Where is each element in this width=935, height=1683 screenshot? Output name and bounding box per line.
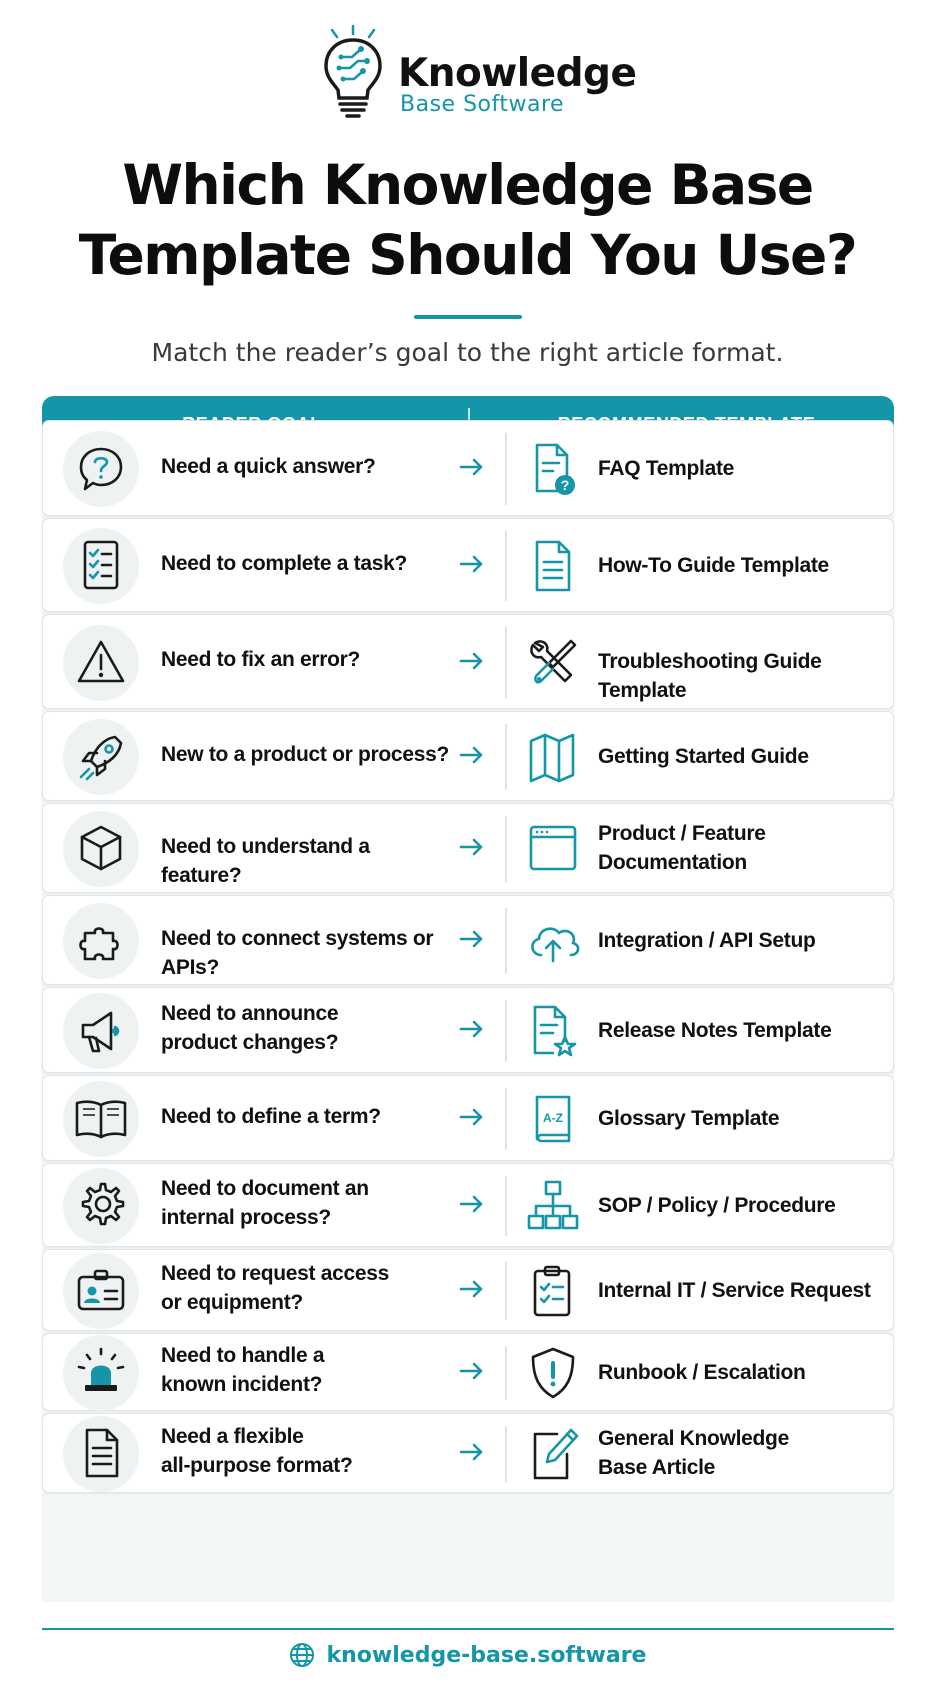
reader-goal-text: Need a flexible all-purpose format? [161, 1425, 353, 1477]
goal-icon-badge [63, 1253, 139, 1329]
map-icon [523, 727, 583, 787]
siren-icon [63, 1335, 139, 1411]
browser-window-icon [523, 819, 583, 879]
svg-text:A-Z: A-Z [543, 1111, 563, 1125]
checklist-icon [63, 528, 139, 604]
column-divider [505, 433, 507, 505]
goal-icon-badge [63, 1168, 139, 1244]
svg-text:?: ? [560, 477, 570, 493]
arrow-right-icon [455, 1361, 489, 1381]
arrow-right-icon [455, 457, 489, 477]
brand-tagline: Base Software [400, 92, 565, 117]
goal-icon-badge [63, 1335, 139, 1411]
cloud-upload-icon [523, 911, 583, 971]
arrow-right-icon [455, 1194, 489, 1214]
text-document-icon [63, 1416, 139, 1492]
open-book-icon [63, 1081, 139, 1157]
reader-goal-text: Need to fix an error? [161, 648, 361, 671]
table-row [42, 1163, 894, 1247]
page-subtitle: Match the reader’s goal to the right article format. [151, 338, 784, 367]
reader-goal-text: Need to document an internal process? [161, 1177, 369, 1229]
column-divider [505, 724, 507, 790]
clipboard-checklist-icon [523, 1261, 583, 1321]
arrow-right-icon [455, 1107, 489, 1127]
tools-icon [523, 633, 583, 693]
arrow-right-icon [455, 1019, 489, 1039]
gear-icon [63, 1168, 139, 1244]
goal-icon-badge [63, 528, 139, 604]
megaphone-icon [63, 993, 139, 1069]
column-divider [505, 908, 507, 974]
brand-name: Knowledge [398, 51, 637, 96]
recommended-template-text: Troubleshooting Guide Template [598, 650, 822, 702]
reader-goal-text: Need to handle a known incident? [161, 1344, 325, 1396]
reader-goal-text: Need to request access or equipment? [161, 1262, 390, 1314]
column-divider [505, 1262, 507, 1320]
column-divider [505, 1346, 507, 1400]
reader-goal-text: Need to define a term? [161, 1105, 381, 1128]
recommended-template-text: Internal IT / Service Request [598, 1279, 871, 1302]
column-divider [505, 1426, 507, 1482]
recommended-template-text: FAQ Template [598, 457, 735, 480]
goal-icon-badge [63, 431, 139, 507]
footer [0, 1642, 935, 1676]
footer-divider [42, 1628, 894, 1630]
column-divider [505, 531, 507, 601]
document-star-icon [523, 1001, 583, 1061]
goal-icon-badge [63, 993, 139, 1069]
goal-icon-badge [63, 1081, 139, 1157]
brand-logo [318, 24, 648, 122]
recommended-template-text: Release Notes Template [598, 1019, 832, 1042]
edit-document-icon [523, 1424, 583, 1484]
reader-goal-text: Need to announce product changes? [161, 1002, 339, 1054]
warning-triangle-icon [63, 625, 139, 701]
goal-icon-badge [63, 903, 139, 979]
arrow-right-icon [455, 1279, 489, 1299]
column-divider [505, 816, 507, 882]
goal-icon-badge [63, 625, 139, 701]
a-z-book-icon [523, 1089, 583, 1149]
footer-url[interactable]: knowledge-base.software [326, 1642, 647, 1668]
table-row [42, 420, 894, 516]
table-row [42, 711, 894, 801]
recommended-template-text: Product / Feature Documentation [598, 822, 766, 874]
arrow-right-icon [455, 929, 489, 949]
reader-goal-text: New to a product or process? [161, 743, 449, 766]
column-divider [505, 627, 507, 698]
page-title-line-1: Which Knowledge Base [122, 153, 813, 217]
recommended-template-text: General Knowledge Base Article [598, 1427, 789, 1479]
column-divider [505, 1000, 507, 1062]
title-underline [414, 315, 522, 319]
table-row [42, 1413, 894, 1493]
table-row [42, 1249, 894, 1331]
shield-alert-icon [523, 1343, 583, 1403]
recommended-template-text: SOP / Policy / Procedure [598, 1194, 836, 1217]
document-icon [523, 536, 583, 596]
page-title [30, 150, 905, 290]
goal-icon-badge [63, 1416, 139, 1492]
column-divider [505, 1176, 507, 1236]
recommended-template-text: Integration / API Setup [598, 929, 816, 952]
org-chart-icon [523, 1176, 583, 1236]
table-row [42, 1075, 894, 1161]
cube-icon [63, 811, 139, 887]
id-badge-icon [63, 1253, 139, 1329]
arrow-right-icon [455, 554, 489, 574]
recommended-template-text: Getting Started Guide [598, 745, 809, 768]
table-row [42, 895, 894, 985]
recommended-template-text: How-To Guide Template [598, 554, 829, 577]
column-divider [505, 1088, 507, 1150]
arrow-right-icon [455, 745, 489, 765]
page-title-line-2: Template Should You Use? [78, 223, 857, 287]
reader-goal-text: Need to connect systems or APIs? [161, 927, 434, 979]
table-row [42, 803, 894, 893]
table-row [42, 987, 894, 1073]
arrow-right-icon [455, 837, 489, 857]
reader-goal-text: Need to complete a task? [161, 552, 408, 575]
reader-goal-text: Need a quick answer? [161, 455, 376, 478]
globe-icon [289, 1642, 315, 1668]
table-row [42, 1333, 894, 1411]
arrow-right-icon [455, 651, 489, 671]
question-bubble-icon [63, 431, 139, 507]
goal-icon-badge [63, 719, 139, 795]
reader-goal-text: Need to understand a feature? [161, 835, 370, 887]
faq-document-icon [523, 439, 583, 499]
table-row [42, 518, 894, 612]
puzzle-piece-icon [63, 903, 139, 979]
recommended-template-text: Runbook / Escalation [598, 1361, 806, 1384]
recommended-template-text: Glossary Template [598, 1107, 780, 1130]
table-row [42, 614, 894, 709]
rocket-icon [63, 719, 139, 795]
lightbulb-icon [318, 24, 388, 122]
goal-icon-badge [63, 811, 139, 887]
arrow-right-icon [455, 1442, 489, 1462]
